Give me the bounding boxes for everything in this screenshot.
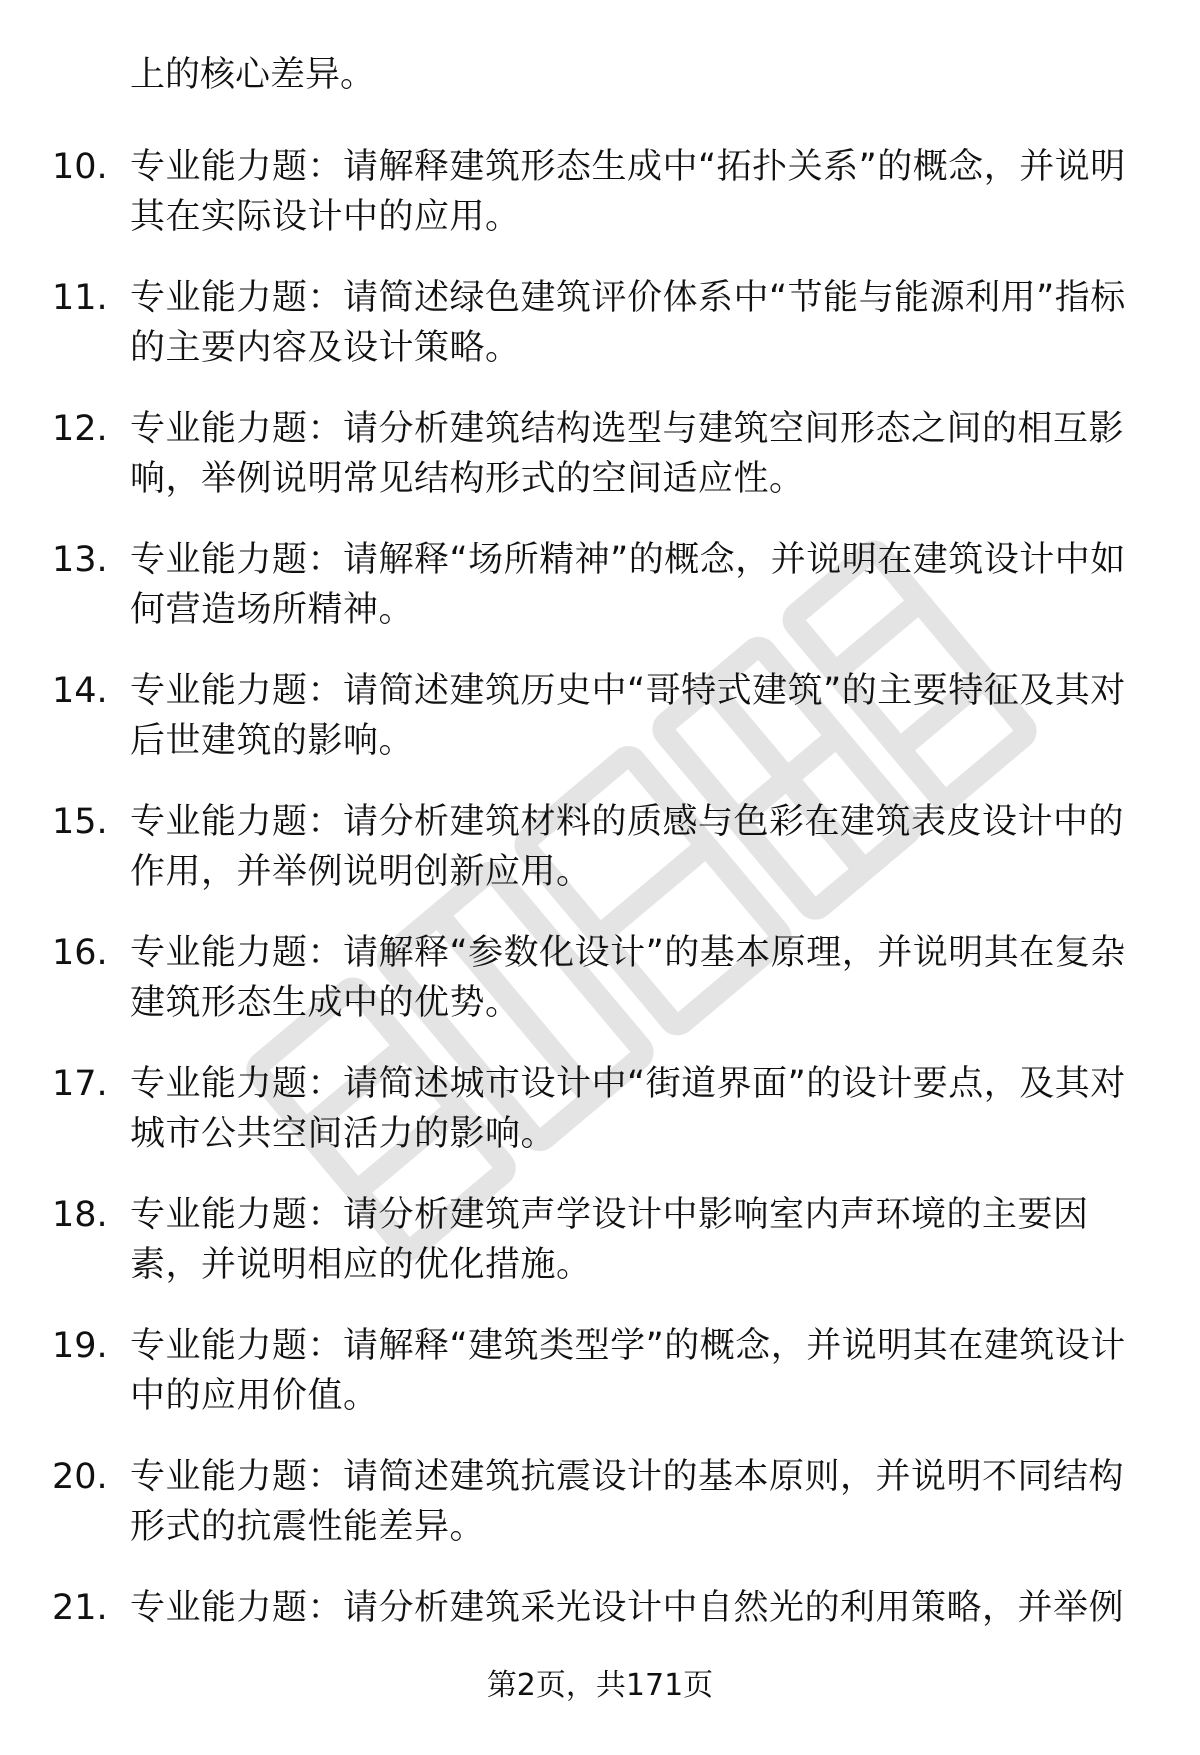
question-number: 20. — [52, 1457, 108, 1497]
question-number: 21. — [52, 1588, 108, 1628]
question-number: 12. — [52, 409, 108, 449]
question-text: 专业能力题：请简述城市设计中“街道界面”的设计要点，及其对城市公共空间活力的影响。 — [130, 1064, 1126, 1154]
question-number: 16. — [52, 933, 108, 973]
question-text: 专业能力题：请分析建筑材料的质感与色彩在建筑表皮设计中的作用，并举例说明创新应用。 — [130, 802, 1125, 892]
question-number: 19. — [52, 1326, 108, 1366]
question-text: 专业能力题：请简述绿色建筑评价体系中“节能与能源利用”指标的主要内容及设计策略。 — [130, 278, 1126, 368]
question-text: 专业能力题：请解释建筑形态生成中“拓扑关系”的概念，并说明其在实际设计中的应用。 — [130, 147, 1126, 237]
question-item — [0, 1452, 1200, 1547]
question-number: 17. — [52, 1064, 108, 1104]
page-footer: 第2页，共171页 — [486, 1668, 714, 1703]
question-item — [0, 273, 1200, 368]
question-item — [0, 404, 1200, 499]
question-number: 13. — [52, 540, 108, 580]
question-item — [0, 142, 1200, 237]
question-item — [0, 1190, 1200, 1285]
question-text: 专业能力题：请分析建筑结构选型与建筑空间形态之间的相互影响，举例说明常见结构形式的空间适应性。 — [130, 409, 1125, 499]
question-number: 15. — [52, 802, 108, 842]
question-text: 专业能力题：请解释“参数化设计”的基本原理，并说明其在复杂建筑形态生成中的优势。 — [130, 933, 1126, 1023]
question-item — [0, 535, 1200, 630]
question-text: 专业能力题：请分析建筑声学设计中影响室内声环境的主要因素，并说明相应的优化措施。 — [130, 1195, 1089, 1285]
continuation-text: 上的核心差异。 — [130, 55, 376, 95]
question-text: 专业能力题：请分析建筑采光设计中自然光的利用策略，并举例 — [130, 1588, 1125, 1628]
question-number: 10. — [52, 147, 108, 187]
question-list — [0, 142, 1200, 1714]
question-item — [0, 1321, 1200, 1416]
question-item — [0, 1059, 1200, 1154]
question-item — [0, 797, 1200, 892]
question-text: 专业能力题：请简述建筑历史中“哥特式建筑”的主要特征及其对后世建筑的影响。 — [130, 671, 1126, 761]
question-number: 11. — [52, 278, 108, 318]
question-number: 18. — [52, 1195, 108, 1235]
question-text: 专业能力题：请解释“场所精神”的概念，并说明在建筑设计中如何营造场所精神。 — [130, 540, 1126, 630]
question-text: 专业能力题：请解释“建筑类型学”的概念，并说明其在建筑设计中的应用价值。 — [130, 1326, 1126, 1416]
question-text: 专业能力题：请简述建筑抗震设计的基本原则，并说明不同结构形式的抗震性能差异。 — [130, 1457, 1125, 1547]
question-item — [0, 666, 1200, 761]
question-number: 14. — [52, 671, 108, 711]
question-item — [0, 1583, 1200, 1665]
question-item — [0, 928, 1200, 1023]
